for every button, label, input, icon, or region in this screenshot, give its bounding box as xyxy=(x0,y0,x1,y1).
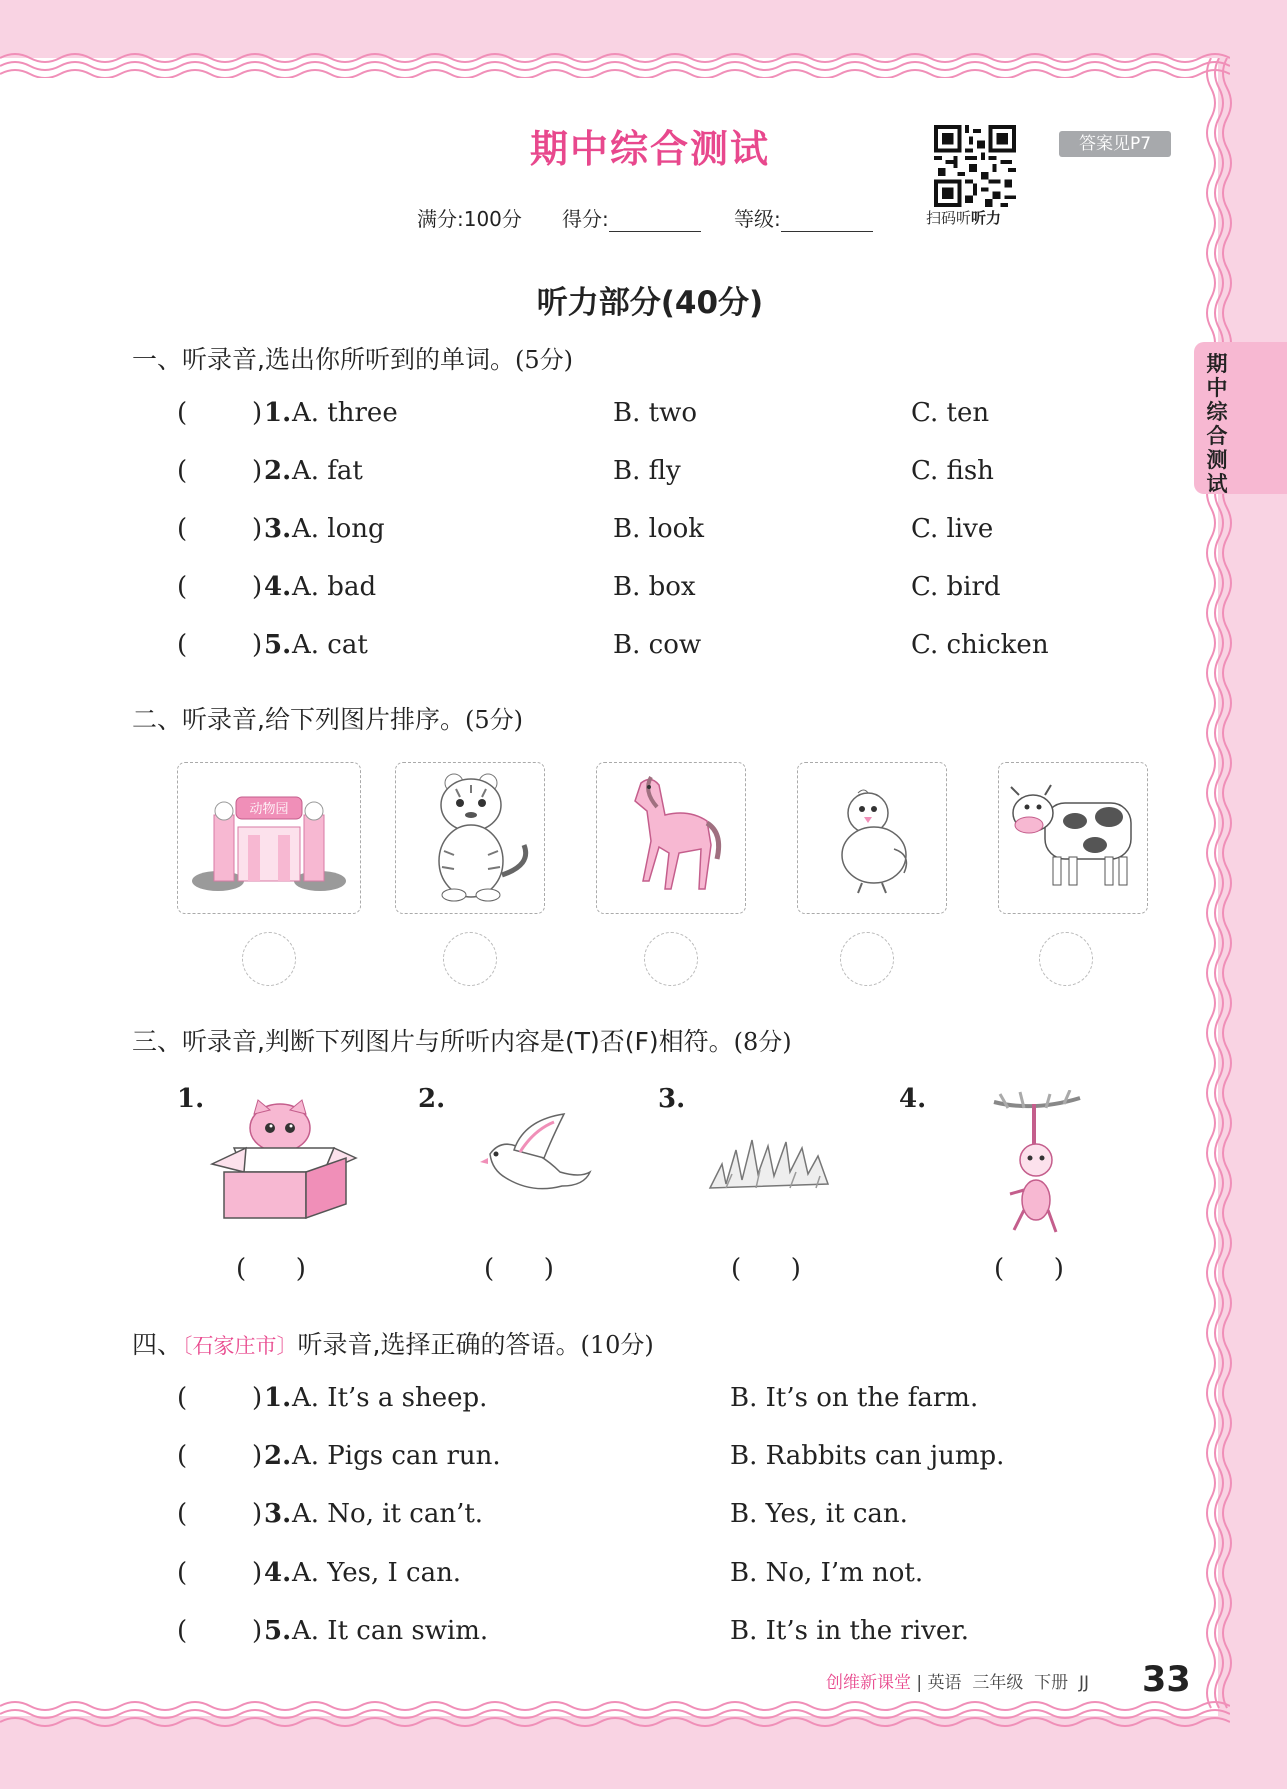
footer-book-info: 英语 三年级 下册 JJ xyxy=(927,1673,1089,1693)
grade-blank[interactable] xyxy=(781,211,873,232)
tf-answer-3[interactable]: ( ) xyxy=(731,1254,801,1284)
grade-field: 等级: xyxy=(734,203,873,232)
q4-row-5: ( ) 5. A. It can swim. B. It’s in the river. xyxy=(177,1616,970,1646)
order-answer-circle-2[interactable] xyxy=(443,932,497,986)
q1-row-3: ( ) 3. A. long B. look C. live xyxy=(177,514,994,544)
option-c[interactable]: C. live xyxy=(911,514,994,544)
q1-row-5: ( ) 5. A. cat B. cow C. chicken xyxy=(177,630,1049,660)
q4-row-4: ( ) 4. A. Yes, I can. B. No, I’m not. xyxy=(177,1558,924,1588)
page-number: 33 xyxy=(1142,1660,1191,1700)
order-answer-circle-1[interactable] xyxy=(242,932,296,986)
q3-item-number: 1. xyxy=(177,1084,205,1114)
q1-row-2: ( ) 2. A. fat B. fly C. fish xyxy=(177,456,994,486)
picture-chick xyxy=(797,762,947,914)
option-a[interactable]: A. No, it can’t. xyxy=(292,1499,484,1529)
footer-brand: 创维新课堂 xyxy=(826,1673,911,1693)
q4-row-2: ( ) 2. A. Pigs can run. B. Rabbits can jump. xyxy=(177,1441,1005,1471)
picture-grass xyxy=(706,1122,840,1192)
picture-horse xyxy=(596,762,746,914)
option-a[interactable]: A. It can swim. xyxy=(292,1616,489,1646)
q4-heading: 四、〔石家庄市〕听录音,选择正确的答语。(10分) xyxy=(132,1330,654,1359)
q4-row-3: ( ) 3. A. No, it can’t. B. Yes, it can. xyxy=(177,1499,908,1529)
option-b[interactable]: B. No, I’m not. xyxy=(730,1558,924,1588)
q2-heading: 二、听录音,给下列图片排序。(5分) xyxy=(132,705,523,734)
option-b[interactable]: B. look xyxy=(613,514,705,544)
score-field: 得分: xyxy=(562,203,701,232)
option-b[interactable]: B. It’s on the farm. xyxy=(730,1383,979,1413)
option-b[interactable]: B. Yes, it can. xyxy=(730,1499,908,1529)
option-a[interactable]: A. Pigs can run. xyxy=(292,1441,501,1471)
option-c[interactable]: C. chicken xyxy=(911,630,1049,660)
footer-info: 创维新课堂 | 英语 三年级 下册 JJ xyxy=(826,1673,1089,1693)
option-a[interactable]: A. cat xyxy=(292,630,368,660)
option-b[interactable]: B. two xyxy=(613,398,697,428)
option-b[interactable]: B. It’s in the river. xyxy=(730,1616,970,1646)
q1-row-4: ( ) 4. A. bad B. box C. bird xyxy=(177,572,1001,602)
option-a[interactable]: A. three xyxy=(292,398,398,428)
option-b[interactable]: B. fly xyxy=(613,456,681,486)
q1-row-1: ( ) 1. A. three B. two C. ten xyxy=(177,398,990,428)
picture-tiger xyxy=(395,762,545,914)
option-c[interactable]: C. ten xyxy=(911,398,990,428)
side-tab-label: 期中综合测试 xyxy=(1206,352,1228,496)
option-a[interactable]: A. fat xyxy=(292,456,363,486)
option-c[interactable]: C. bird xyxy=(911,572,1001,602)
bottom-wave-border xyxy=(0,1700,1230,1728)
qr-caption: 扫码听听力 xyxy=(926,209,1002,227)
listening-section-title: 听力部分(40分) xyxy=(536,285,764,321)
option-b[interactable]: B. box xyxy=(613,572,696,602)
option-c[interactable]: C. fish xyxy=(911,456,994,486)
q3-item-number: 3. xyxy=(658,1084,686,1114)
option-a[interactable]: A. long xyxy=(292,514,385,544)
q1-heading: 一、听录音,选出你所听到的单词。(5分) xyxy=(132,345,573,374)
order-answer-circle-3[interactable] xyxy=(644,932,698,986)
order-answer-circle-4[interactable] xyxy=(840,932,894,986)
q3-heading: 三、听录音,判断下列图片与所听内容是(T)否(F)相符。(8分) xyxy=(132,1027,792,1056)
qr-code-icon[interactable] xyxy=(934,125,1016,207)
full-score: 满分:100分 xyxy=(417,207,522,231)
option-b[interactable]: B. Rabbits can jump. xyxy=(730,1441,1005,1471)
option-b[interactable]: B. cow xyxy=(613,630,702,660)
option-a[interactable]: A. Yes, I can. xyxy=(292,1558,462,1588)
picture-monkey-in-tree xyxy=(990,1090,1084,1240)
tf-answer-4[interactable]: ( ) xyxy=(994,1254,1064,1284)
q4-row-1: ( ) 1. A. It’s a sheep. B. It’s on the farm. xyxy=(177,1383,979,1413)
answer-reference-tag: 答案见P7 xyxy=(1059,131,1171,157)
region-tag: 〔石家庄市〕 xyxy=(182,1334,298,1358)
page-title: 期中综合测试 xyxy=(529,127,770,171)
order-answer-circle-5[interactable] xyxy=(1039,932,1093,986)
option-a[interactable]: A. bad xyxy=(292,572,377,602)
q3-item-number: 2. xyxy=(418,1084,446,1114)
q3-item-number: 4. xyxy=(899,1084,927,1114)
tf-answer-2[interactable]: ( ) xyxy=(484,1254,554,1284)
picture-cat-in-box xyxy=(204,1098,364,1222)
picture-bird xyxy=(460,1112,598,1206)
picture-zoo-gate xyxy=(177,762,361,914)
score-blank[interactable] xyxy=(609,211,701,232)
zoo-sign-text: 动物园 xyxy=(249,802,289,817)
top-wave-border xyxy=(0,50,1230,78)
picture-cow xyxy=(998,762,1148,914)
option-a[interactable]: A. It’s a sheep. xyxy=(292,1383,488,1413)
tf-answer-1[interactable]: ( ) xyxy=(236,1254,306,1284)
